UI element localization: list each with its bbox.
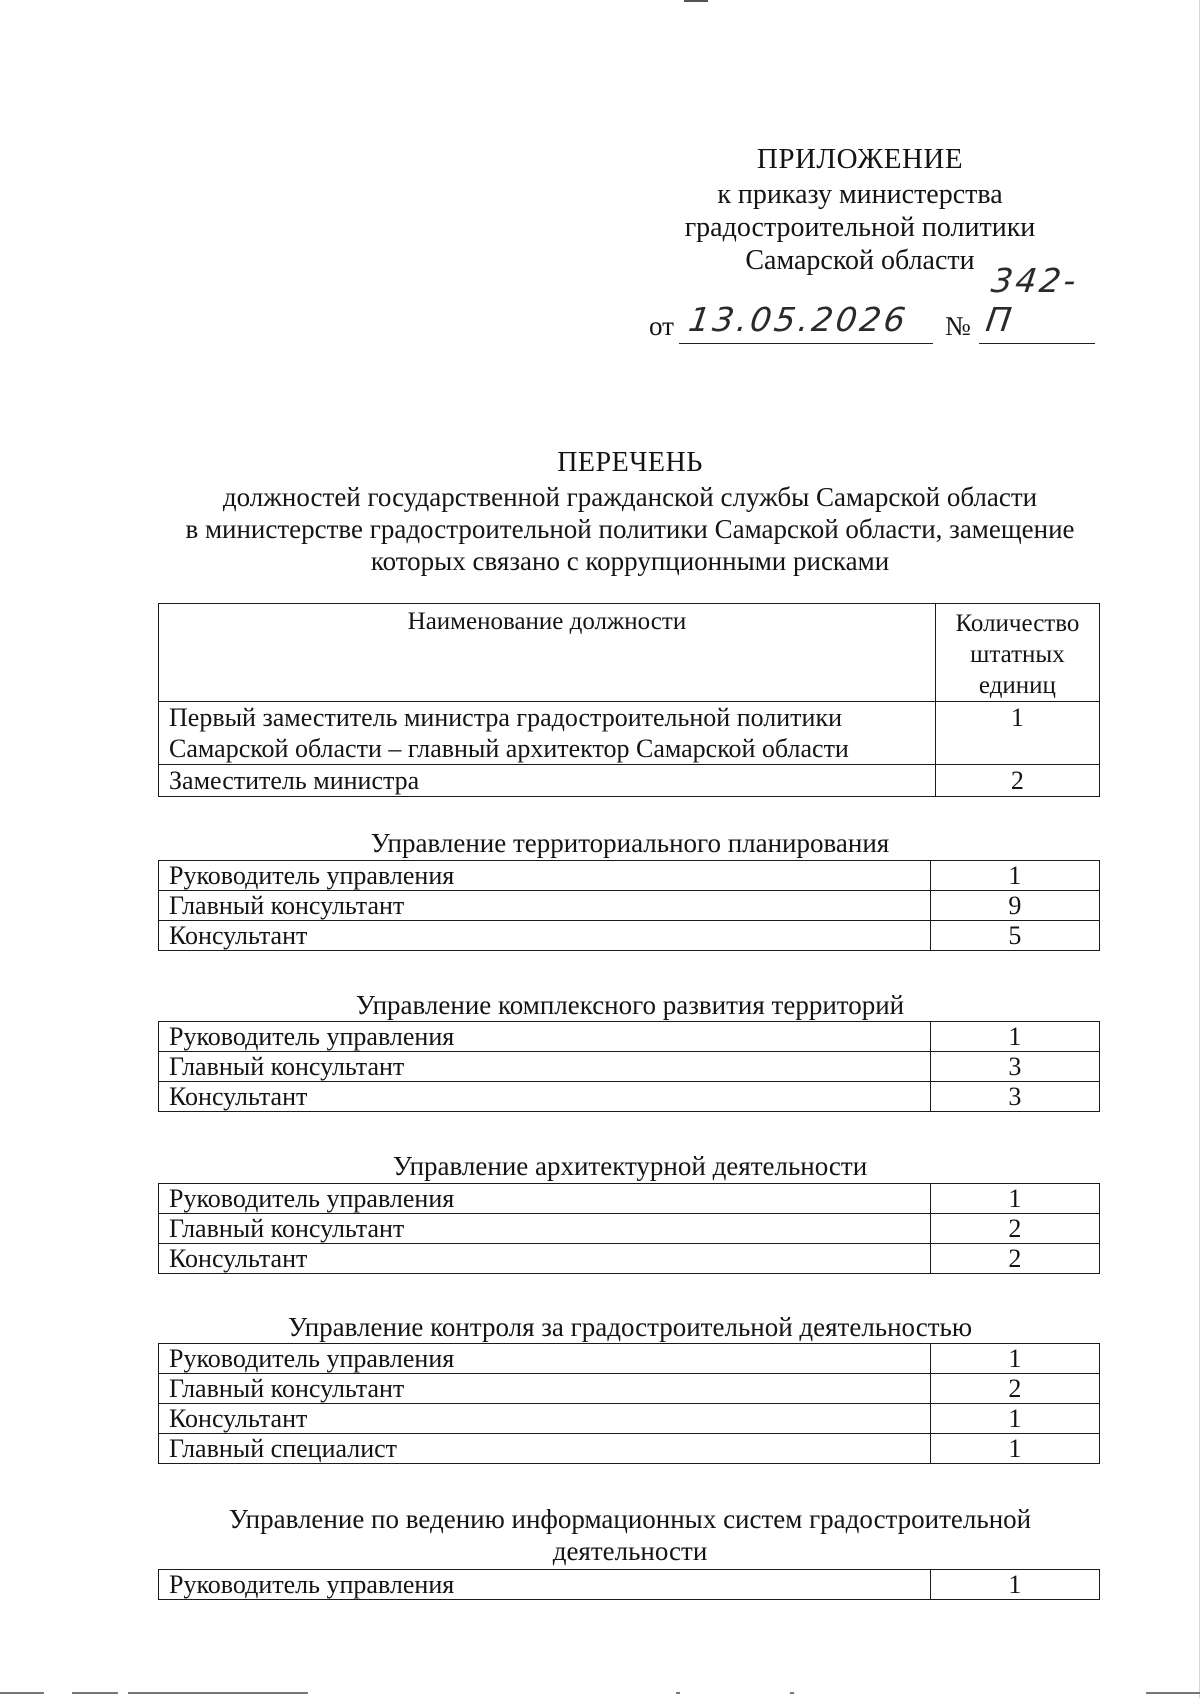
table-row <box>159 1570 1100 1600</box>
section-title: Управление контроля за градостроительной деятельностью <box>287 1312 973 1342</box>
from-label: от <box>649 311 674 341</box>
position-qty: 2 <box>930 1374 1099 1404</box>
date-slot <box>679 299 933 344</box>
handwritten-date: 13.05.2026 <box>686 300 911 339</box>
handwritten-number: 342-П <box>983 261 1082 339</box>
header-qty-line: Количество <box>955 610 1080 637</box>
section-title <box>100 1503 1160 1567</box>
position-name: Главный консультант <box>159 1052 931 1082</box>
scan-mark <box>684 0 708 2</box>
appendix-line: к приказу министерства <box>717 179 1003 210</box>
section-title-line: деятельности <box>552 1536 708 1566</box>
section-table <box>158 1343 1100 1464</box>
number-slot <box>979 261 1095 344</box>
position-qty: 1 <box>935 702 1099 765</box>
position-name: Главный консультант <box>159 1374 931 1404</box>
table-row <box>159 1374 1100 1404</box>
document-title: ПЕРЕЧЕНЬ <box>557 447 703 478</box>
position-qty: 1 <box>930 1404 1099 1434</box>
table-header-row <box>159 604 1100 702</box>
table-row <box>159 1344 1100 1374</box>
position-qty: 9 <box>930 891 1099 921</box>
section-table <box>158 1569 1100 1600</box>
section-title: Управление территориального планирования <box>370 828 890 858</box>
table-row <box>159 1052 1100 1082</box>
position-name: Главный консультант <box>159 891 931 921</box>
position-qty: 2 <box>935 765 1099 797</box>
table-row <box>159 1184 1100 1214</box>
position-qty: 1 <box>930 1344 1099 1374</box>
table-row <box>159 1434 1100 1464</box>
section-title-line: Управление по ведению информационных систем градостроительной <box>228 1504 1032 1534</box>
position-qty: 1 <box>930 861 1099 891</box>
appendix-line: Самарской области <box>745 245 975 276</box>
table-row <box>159 921 1100 951</box>
position-name: Руководитель управления <box>159 1022 931 1052</box>
document-subtitle: которых связано с коррупционными рисками <box>370 546 890 576</box>
position-qty: 2 <box>930 1214 1099 1244</box>
number-label: № <box>945 311 971 341</box>
position-name: Главный консультант <box>159 1214 931 1244</box>
appendix-line: градостроительной политики <box>684 212 1036 243</box>
position-name-line: Первый заместитель министра градостроительной политики <box>169 703 842 732</box>
table-row <box>159 1244 1100 1274</box>
column-header-name: Наименование должности <box>159 604 936 702</box>
position-qty: 3 <box>930 1082 1099 1112</box>
position-qty: 1 <box>930 1570 1099 1600</box>
position-name: Консультант <box>159 1244 931 1274</box>
position-name: Заместитель министра <box>159 765 936 797</box>
section-table <box>158 860 1100 951</box>
table-row <box>159 1022 1100 1052</box>
header-qty-line: штатных <box>970 641 1065 668</box>
appendix-title: ПРИЛОЖЕНИЕ <box>756 143 964 175</box>
table-row <box>159 1214 1100 1244</box>
table-row <box>159 891 1100 921</box>
position-qty: 3 <box>930 1052 1099 1082</box>
position-qty: 1 <box>930 1022 1099 1052</box>
scan-bottom-marks <box>0 1692 1200 1694</box>
document-title-block <box>100 446 1160 577</box>
position-name: Консультант <box>159 1082 931 1112</box>
table-row <box>159 1082 1100 1112</box>
column-header-qty <box>935 604 1099 702</box>
position-qty: 5 <box>930 921 1099 951</box>
section-table <box>158 1021 1100 1112</box>
position-qty: 1 <box>930 1434 1099 1464</box>
position-name: Консультант <box>159 1404 931 1434</box>
position-qty: 2 <box>930 1244 1099 1274</box>
position-name: Руководитель управления <box>159 1184 931 1214</box>
section-title: Управление архитектурной деятельности <box>392 1151 868 1181</box>
table-row <box>159 861 1100 891</box>
position-name: Руководитель управления <box>159 1344 931 1374</box>
position-name: Руководитель управления <box>159 861 931 891</box>
position-name: Руководитель управления <box>159 1570 931 1600</box>
order-date-number <box>649 261 1099 350</box>
section-table <box>158 1183 1100 1274</box>
position-name <box>159 702 936 765</box>
positions-table <box>158 603 1100 797</box>
document-subtitle: должностей государственной гражданской службы Самарской области <box>222 482 1038 512</box>
document-subtitle: в министерстве градостроительной политики Самарской области, замещение <box>185 514 1075 544</box>
position-qty: 1 <box>930 1184 1099 1214</box>
position-name: Консультант <box>159 921 931 951</box>
table-row <box>159 1404 1100 1434</box>
position-name-line: Самарской области – главный архитектор Самарской области <box>169 734 849 763</box>
section-title: Управление комплексного развития территорий <box>355 990 905 1020</box>
table-row <box>159 702 1100 765</box>
header-qty-line: единиц <box>978 672 1056 699</box>
table-row <box>159 765 1100 797</box>
appendix-header <box>640 143 1080 277</box>
position-name: Главный специалист <box>159 1434 931 1464</box>
